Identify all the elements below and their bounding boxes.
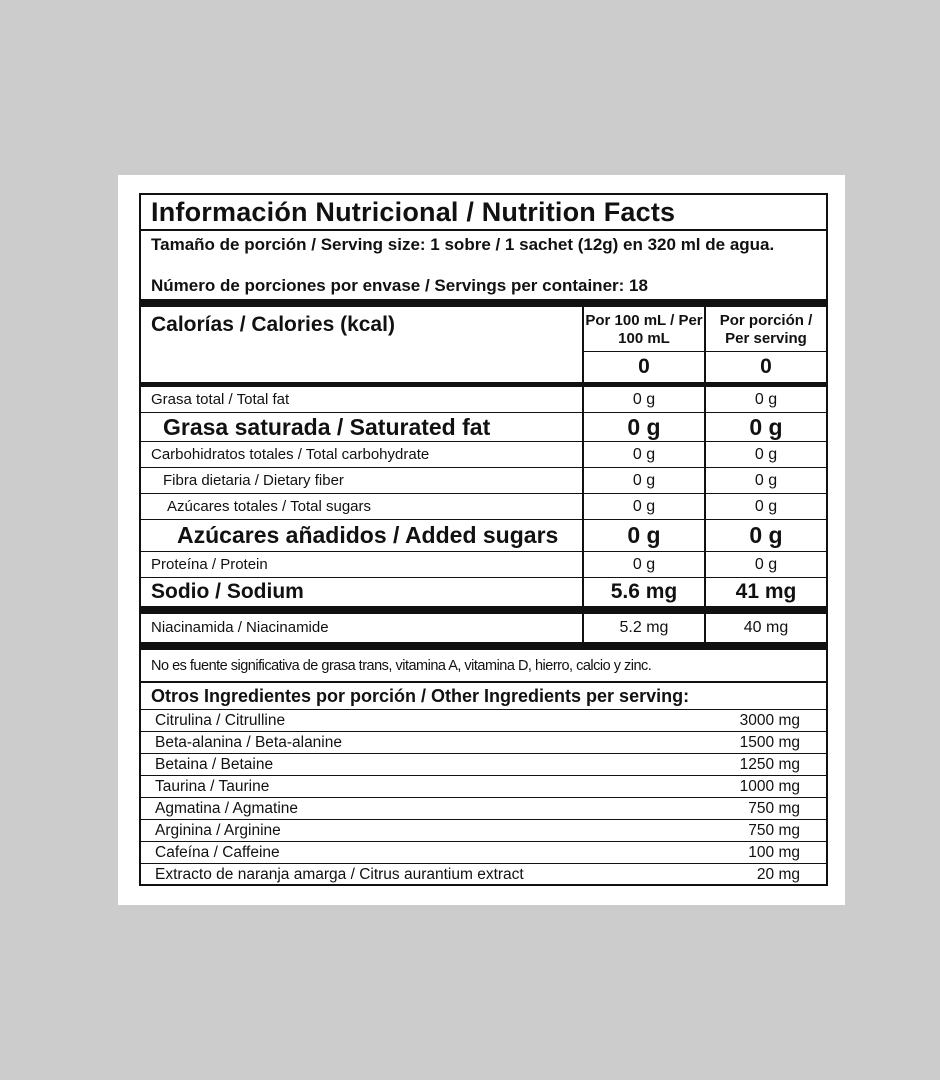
nutrition-facts-label [139,193,828,886]
nutrient-label: Grasa total / Total fat [151,391,290,408]
nutrient-label: Grasa saturada / Saturated fat [163,414,491,440]
thick-divider [141,642,826,650]
ingredient-amount: 750 mg [748,800,800,817]
nutrient-per-100ml: 0 g [582,387,704,412]
col-header-per-serving: Por porción / Per serving [706,307,826,352]
ingredient-name: Extracto de naranja amarga / Citrus aurantium extract [155,866,524,883]
nutrient-label: Carbohidratos totales / Total carbohydrate [151,446,430,463]
ingredient-row [141,754,826,776]
nutrient-row-dietary-fiber [141,468,826,494]
nutrient-row-total-sugars [141,494,826,520]
nutrient-per-100ml: 0 g [582,442,704,467]
ingredient-amount: 750 mg [748,822,800,839]
nutrient-label: Azúcares añadidos / Added sugars [177,522,559,548]
nutrient-per-100ml: 0 g [582,468,704,493]
calories-row [141,307,826,382]
ingredient-amount: 1500 mg [739,734,800,751]
ingredient-name: Citrulina / Citrulline [155,712,286,729]
nutrient-per-100ml: 0 g [582,413,704,441]
nutrient-per-serving: 0 g [704,520,826,551]
calories-per-serving: 0 [760,355,772,378]
nutrient-per-100ml: 0 g [582,520,704,551]
thick-divider [141,299,826,307]
nutrient-label: Fibra dietaria / Dietary fiber [163,472,344,489]
nutrient-row-sodium [141,578,826,606]
nutrient-per-serving: 41 mg [704,578,826,606]
nutrient-row-saturated-fat [141,413,826,442]
nutrient-row-total-fat [141,387,826,413]
nutrient-row-protein [141,552,826,578]
nutrient-per-serving: 0 g [704,494,826,519]
label-title: Información Nutricional / Nutrition Facts [141,195,826,231]
col-header-per-100ml: Por 100 mL / Per 100 mL [584,307,704,352]
calories-per-100ml: 0 [638,355,650,378]
nutrient-per-100ml: 0 g [582,494,704,519]
ingredient-amount: 1250 mg [739,756,800,773]
nutrient-label: Niacinamida / Niacinamide [151,619,329,636]
ingredient-row [141,710,826,732]
other-ingredients-heading: Otros Ingredientes por porción / Other Ingredients per serving: [141,683,826,710]
ingredient-amount: 3000 mg [739,712,800,729]
nutrient-label: Proteína / Protein [151,556,268,573]
nutrient-per-serving: 0 g [704,468,826,493]
nutrient-per-serving: 0 g [704,552,826,577]
ingredient-amount: 100 mg [748,844,800,861]
ingredient-row [141,798,826,820]
ingredient-name: Beta-alanina / Beta-alanine [155,734,342,751]
ingredient-name: Taurina / Taurine [155,778,270,795]
nutrient-per-100ml: 5.6 mg [582,578,704,606]
ingredient-name: Cafeína / Caffeine [155,844,280,861]
ingredient-name: Agmatina / Agmatine [155,800,299,817]
ingredient-row [141,842,826,864]
calories-label: Calorías / Calories (kcal) [151,313,395,336]
nutrient-label: Sodio / Sodium [151,580,304,603]
ingredient-row [141,820,826,842]
ingredient-amount: 20 mg [756,866,800,883]
servings-per-container: Número de porciones por envase / Servings per container: 18 [151,276,648,295]
nutrient-per-100ml: 0 g [582,552,704,577]
nutrient-row-niacinamide [141,614,826,642]
nutrient-per-serving: 0 g [704,442,826,467]
ingredient-row [141,732,826,754]
serving-size: Tamaño de porción / Serving size: 1 sobre / 1 sachet (12g) en 320 ml de agua. [151,235,775,254]
nutrient-row-total-carbohydrate [141,442,826,468]
serving-info [141,231,826,299]
nutrient-per-100ml: 5.2 mg [582,614,704,642]
nutrient-per-serving: 0 g [704,413,826,441]
ingredient-amount: 1000 mg [739,778,800,795]
ingredient-row [141,864,826,886]
other-ingredients-list [141,710,826,886]
thick-divider [141,606,826,614]
nutrient-per-serving: 0 g [704,387,826,412]
ingredient-row [141,776,826,798]
nutrient-per-serving: 40 mg [704,614,826,642]
nutrient-row-added-sugars [141,520,826,552]
nutrient-label: Azúcares totales / Total sugars [167,498,371,515]
ingredient-name: Betaina / Betaine [155,756,274,773]
ingredient-name: Arginina / Arginine [155,822,281,839]
footnote: No es fuente significativa de grasa trans, vitamina A, vitamina D, hierro, calcio y zinc. [141,650,826,683]
